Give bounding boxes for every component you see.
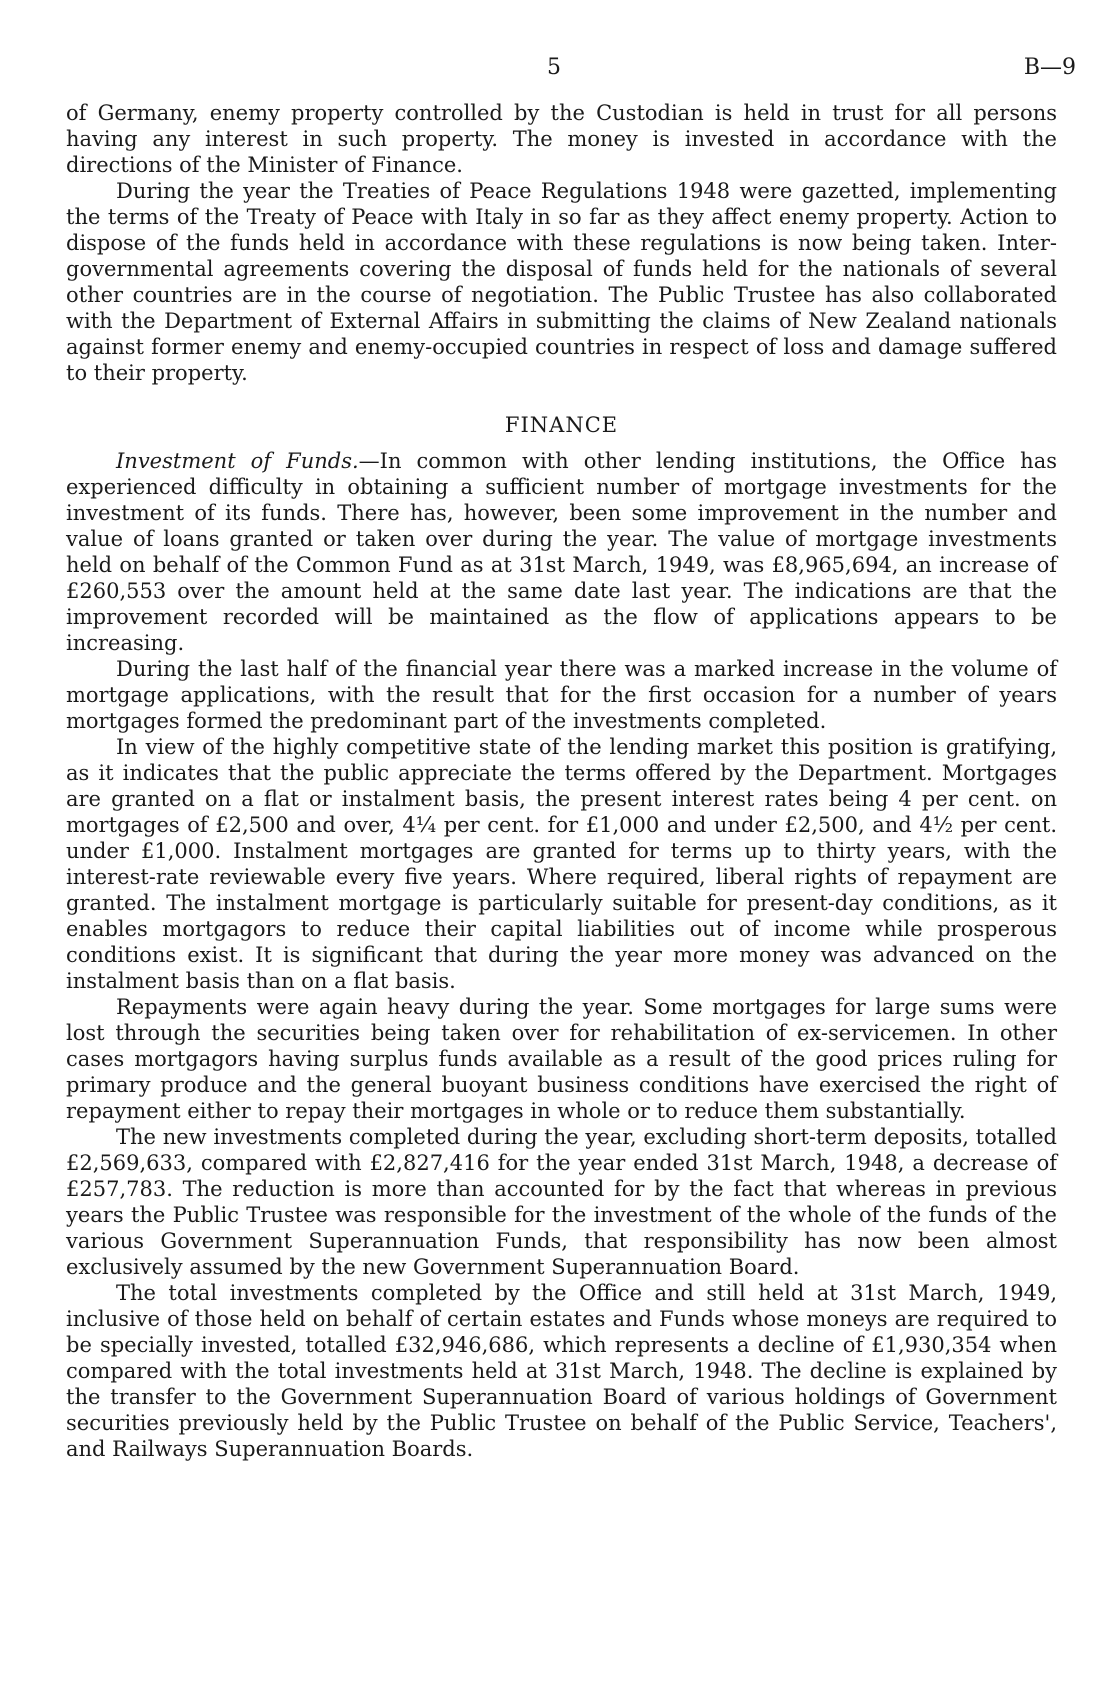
section-heading-finance: FINANCE — [504, 413, 619, 437]
paragraph-mortgage-applications: During the last half of the financial year there was a marked increase in the volume of mortgage applications, with the result that for the first occasion for a number of years mortgages formed the predominant part of the investments completed. — [66, 657, 1057, 733]
body-text — [66, 100, 1057, 1462]
page-reference: B—9 — [1023, 55, 1076, 80]
paragraph-repayments: Repayments were again heavy during the year. Some mortgages for large sums were lost through the securities being taken over for rehabilitation of ex-servicemen. In other cases mortgagors having surplus funds available as a result of the good prices ruling for primary produce and the general buoyant business conditions have exercised the right of repayment either to repay their mortgages in whole or to reduce them substantially. — [66, 995, 1057, 1123]
paragraph-investment-text: —In common with other lending institutions, the Office has experienced difficulty in obtaining a sufficient number of mortgage investments for the investment of its funds. There has, however, been some improvement in the number and value of loans granted or taken over during the year. The value of mortgage investments held on behalf of the Common Fund as at 31st March, 1949, was £8,965,694, an increase of £260,553 over the amount held at the same date last year. The indications are that the improvement recorded will be maintained as the flow of applications appears to be increasing. — [66, 449, 1057, 655]
paragraph-continuation: of Germany, enemy property controlled by the Custodian is held in trust for all persons having any interest in such property. The money is invested in accordance with the directions of the Minister of Finance. — [66, 101, 1057, 177]
run-in-heading: Investment of Funds. — [116, 449, 359, 473]
paragraph-treaties: During the year the Treaties of Peace Regulations 1948 were gazetted, implementing the terms of the Treaty of Peace with Italy in so far as they affect enemy property. Action to dispose of the funds held in accordance with these regulations is now being taken. Inter-governmental agreements covering the disposal of funds held for the nationals of several other countries are in the course of negotiation. The Public Trustee has also collaborated with the Department of External Affairs in submitting the claims of New Zealand nationals against former enemy and enemy-occupied countries in respect of loss and damage suffered to their property. — [66, 179, 1057, 385]
paragraph-new-investments: The new investments completed during the year, excluding short-term deposits, totalled £2,569,633, compared with £2,827,416 for the year ended 31st March, 1948, a decrease of £257,783. The reduction is more than accounted for by the fact that whereas in previous years the Public Trustee was responsible for the investment of the whole of the funds of the various Government Superannuation Funds, that responsibility has now been almost exclusively assumed by the new Government Superannuation Board. — [66, 1125, 1057, 1279]
paragraph-investment-of-funds — [66, 448, 1057, 656]
paragraph-total-investments: The total investments completed by the Office and still held at 31st March, 1949, inclusive of those held on behalf of certain estates and Funds whose moneys are required to be specially invested, totalled £32,946,686, which represents a decline of £1,930,354 when compared with the total investments held at 31st March, 1948. The decline is explained by the transfer to the Government Superannuation Board of various holdings of Government securities previously held by the Public Trustee on behalf of the Public Service, Teachers', and Railways Superannuation Boards. — [66, 1281, 1057, 1461]
paragraph-lending-market: In view of the highly competitive state of the lending market this position is gratifying, as it indicates that the public appreciate the terms offered by the Department. Mortgages are granted on a flat or instalment basis, the present interest rates being 4 per cent. on mortgages of £2,500 and over, 4¼ per cent. for £1,000 and under £2,500, and 4½ per cent. under £1,000. Instalment mortgages are granted for terms up to thirty years, with the interest-rate reviewable every five years. Where required, liberal rights of repayment are granted. The instalment mortgage is particularly suitable for present-day conditions, as it enables mortgagors to reduce their capital liabilities out of income while prosperous conditions exist. It is significant that during the year more money was advanced on the instalment basis than on a flat basis. — [66, 735, 1057, 993]
page-number: 5 — [547, 55, 561, 80]
